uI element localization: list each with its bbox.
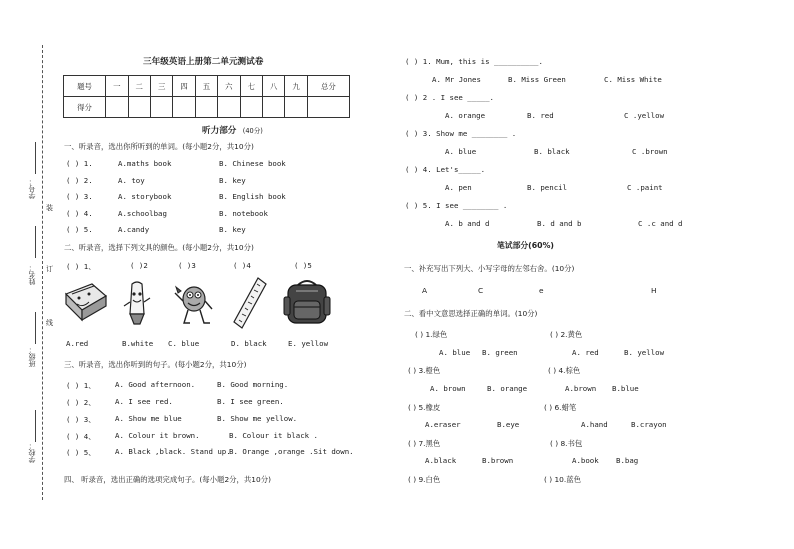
question-text: ( ) 8.书包	[550, 439, 583, 448]
listening-heading	[202, 124, 263, 136]
score-cell[interactable]	[240, 97, 262, 118]
question-number: ( ) 4、	[66, 432, 96, 441]
score-cell[interactable]	[285, 97, 307, 118]
option-a: A.eraser	[425, 420, 461, 429]
score-cell[interactable]	[218, 97, 240, 118]
table-cell: 一	[106, 76, 128, 97]
score-table-header-row	[64, 76, 350, 97]
question-text: ( ) 5. I see ________ .	[405, 201, 508, 210]
option-b: B. yellow	[624, 348, 665, 357]
option-c: C .c and d	[638, 219, 683, 228]
table-cell: 七	[240, 76, 262, 97]
question-text: ( ) 3.橙色	[408, 366, 441, 375]
question-text: ( ) 6.蜡笔	[544, 403, 577, 412]
section-3-heading: 三、听录音，选出你听到的句子。(每小题2分，共10分)	[64, 360, 247, 369]
option-b: B.eye	[497, 420, 520, 429]
color-option: D. black	[231, 339, 267, 348]
listening-title: 听力部分	[202, 126, 237, 136]
option-a: A.maths book	[118, 159, 172, 168]
table-cell: 三	[150, 76, 172, 97]
question-text: ( ) 3. Show me ________ .	[405, 129, 517, 138]
option-b: B. orange	[487, 384, 528, 393]
option-a: A. Colour it brown.	[115, 431, 200, 440]
score-cell[interactable]	[173, 97, 195, 118]
section-4-heading: 四、 听录音，选出正确的选项完成句子。(每小题2分，共10分)	[64, 475, 271, 484]
marker-icon	[122, 280, 152, 328]
option-b: B. pencil	[527, 183, 568, 192]
option-a: A.brown	[565, 384, 597, 393]
option-b: B. key	[219, 225, 246, 234]
score-table-score-row	[64, 97, 350, 118]
option-b: B. key	[219, 176, 246, 185]
option-c: C. Miss White	[604, 75, 662, 84]
question-number: ( ) 1.	[66, 159, 93, 168]
option-a: A. toy	[118, 176, 145, 185]
table-cell: 四	[173, 76, 195, 97]
option-a: A. b and d	[445, 219, 490, 228]
binding-line	[42, 45, 43, 500]
name-blank	[35, 226, 37, 258]
table-cell: 九	[285, 76, 307, 97]
table-cell: 八	[262, 76, 284, 97]
option-a: A. blue	[445, 147, 477, 156]
seal-char: 线	[46, 319, 53, 327]
option-b: B.bag	[616, 456, 639, 465]
written-section-2-heading: 二、看中文意思选择正确的单词。(10分)	[404, 309, 538, 318]
table-cell: 六	[218, 76, 240, 97]
question-number: ( ) 2.	[66, 176, 93, 185]
option-b: B. English book	[219, 192, 286, 201]
page-title: 三年级英语上册第二单元测试卷	[143, 57, 264, 67]
option-a: A. Black ,black. Stand up.	[115, 447, 231, 456]
option-b: B. Chinese book	[219, 159, 286, 168]
option-a: A.book	[572, 456, 599, 465]
option-a: A. Show me blue	[115, 414, 182, 423]
question-number: ( ) 3.	[66, 192, 93, 201]
score-cell[interactable]	[150, 97, 172, 118]
option-a: A. storybook	[118, 192, 172, 201]
answer-blank[interactable]: ( )5	[294, 261, 312, 270]
school-label: 学校：	[28, 442, 36, 463]
option-a: A.schoolbag	[118, 209, 167, 218]
name-label: 姓名：	[28, 264, 36, 285]
option-b: B. green	[482, 348, 518, 357]
score-cell[interactable]	[195, 97, 217, 118]
written-section-1-heading: 一、补充写出下列大、小写字母的左邻右舍。(10分)	[404, 264, 575, 273]
schoolbag-icon	[282, 277, 332, 327]
option-c: C .yellow	[624, 111, 665, 120]
option-b: B. notebook	[219, 209, 268, 218]
color-option: E. yellow	[288, 339, 329, 348]
letter: e	[539, 286, 544, 295]
option-c: C .paint	[627, 183, 663, 192]
character-icon	[172, 279, 214, 327]
pencil-case-icon	[62, 280, 110, 324]
color-option: C. blue	[168, 339, 200, 348]
option-a: A.black	[425, 456, 457, 465]
option-b: B.blue	[612, 384, 639, 393]
listening-points: (40分)	[242, 127, 263, 135]
question-text: ( ) 2.黄色	[550, 330, 583, 339]
student-id-label: 学号：	[28, 178, 36, 199]
option-a: A. blue	[439, 348, 471, 357]
seal-char: 订	[46, 265, 53, 273]
question-text: ( ) 4. Let's_____.	[405, 165, 486, 174]
question-number: ( ) 4.	[66, 209, 93, 218]
option-b: B.brown	[482, 456, 514, 465]
question-number: ( ) 1、	[66, 381, 96, 390]
option-b: B. Orange ,orange .Sit down.	[229, 447, 354, 456]
question-text: ( ) 7.黑色	[408, 439, 441, 448]
written-heading: 笔试部分(60%)	[497, 241, 554, 250]
score-cell[interactable]	[106, 97, 128, 118]
option-b: B. I see green.	[217, 397, 284, 406]
letter: H	[651, 286, 657, 295]
option-a: A. Good afternoon.	[115, 380, 196, 389]
option-b: B. d and b	[537, 219, 582, 228]
question-number: ( ) 5.	[66, 225, 93, 234]
option-b: B. Good morning.	[217, 380, 289, 389]
question-number: ( ) 2、	[66, 398, 96, 407]
question-text: ( ) 9.白色	[408, 475, 441, 484]
table-cell: 二	[128, 76, 150, 97]
option-a: A. pen	[445, 183, 472, 192]
option-b: B. Show me yellow.	[217, 414, 298, 423]
option-a: A.candy	[118, 225, 150, 234]
option-b: B. red	[527, 111, 554, 120]
question-text: ( ) 1. Mum, this is __________.	[405, 57, 543, 66]
question-text: ( ) 1.绿色	[415, 330, 448, 339]
option-b: B. black	[534, 147, 570, 156]
option-a: A. I see red.	[115, 397, 173, 406]
option-a: A. red	[572, 348, 599, 357]
ruler-icon	[232, 276, 268, 330]
section-1-heading: 一、听录音，选出你所听到的单词。(每小题2分，共10分)	[64, 142, 254, 151]
score-cell[interactable]	[128, 97, 150, 118]
table-cell: 总分	[307, 76, 349, 97]
question-number: ( ) 5、	[66, 448, 96, 457]
score-cell[interactable]	[262, 97, 284, 118]
school-blank	[35, 410, 37, 442]
option-a: A. orange	[445, 111, 486, 120]
student-id-blank	[35, 142, 37, 174]
option-b: B. Miss Green	[508, 75, 566, 84]
table-cell: 五	[195, 76, 217, 97]
table-cell: 得分	[64, 97, 106, 118]
question-number: ( ) 3、	[66, 415, 96, 424]
answer-blank[interactable]: ( ) 1、	[66, 262, 96, 271]
score-cell[interactable]	[307, 97, 349, 118]
color-option: B.white	[122, 339, 154, 348]
option-c: C .brown	[632, 147, 668, 156]
question-text: ( ) 10.蓝色	[544, 475, 582, 484]
option-b: B.crayon	[631, 420, 667, 429]
letter: A	[422, 286, 428, 295]
score-table	[63, 75, 350, 118]
option-a: A.hand	[581, 420, 608, 429]
answer-blank[interactable]: ( )4	[233, 261, 251, 270]
color-option: A.red	[66, 339, 89, 348]
answer-blank[interactable]: ( )3	[178, 261, 196, 270]
letter: C	[478, 286, 484, 295]
class-label: 班级：	[28, 346, 36, 367]
option-a: A. Mr Jones	[432, 75, 481, 84]
class-blank	[35, 312, 37, 344]
option-b: B. Colour it black .	[229, 431, 318, 440]
table-cell: 题号	[64, 76, 106, 97]
question-text: ( ) 4.棕色	[548, 366, 581, 375]
answer-blank[interactable]: ( )2	[130, 261, 148, 270]
question-text: ( ) 2 . I see _____.	[405, 93, 494, 102]
section-2-heading: 二、听录音，选择下列文具的颜色。(每小题2分，共10分)	[64, 243, 254, 252]
option-a: A. brown	[430, 384, 466, 393]
seal-char: 装	[46, 204, 53, 212]
question-text: ( ) 5.橡皮	[408, 403, 441, 412]
